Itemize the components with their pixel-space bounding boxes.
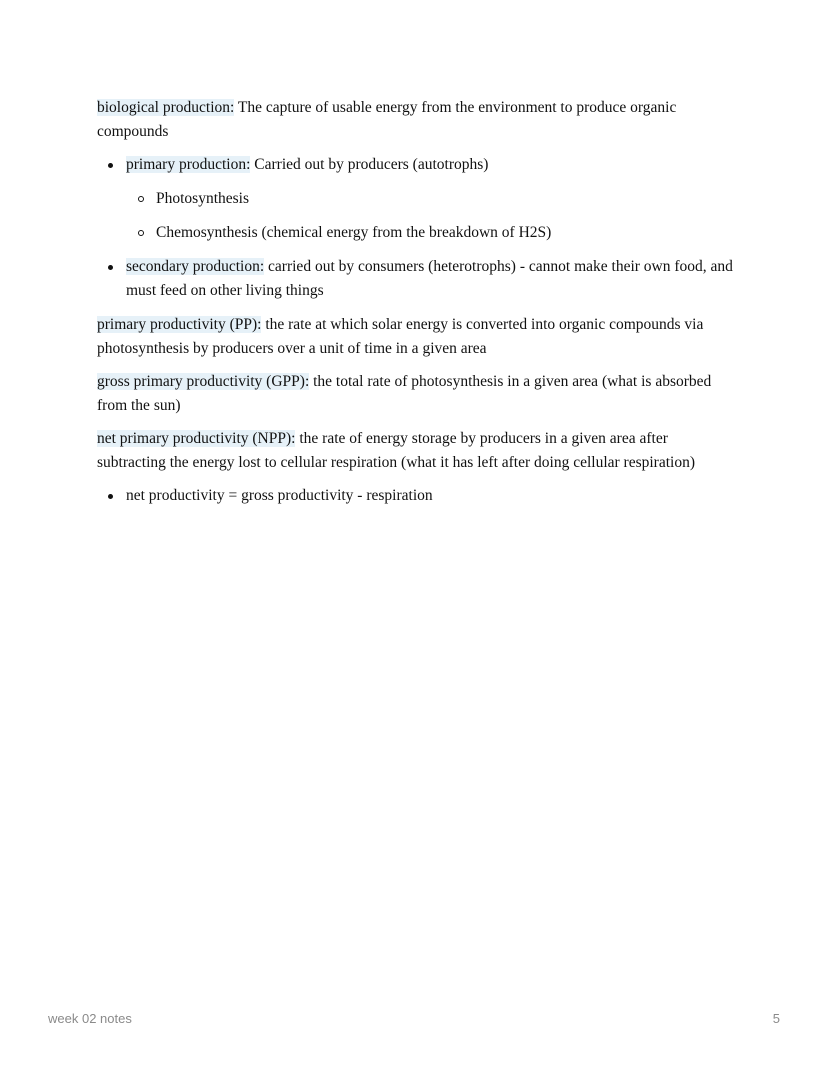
list-item-primary-production xyxy=(97,153,737,245)
definition-text: the total rate of photosynthesis in a given area (what is absorbed from the sun) xyxy=(97,373,712,414)
term-label: biological production: xyxy=(97,99,235,116)
list-item: Chemosynthesis (chemical energy from the breakdown of H2S) xyxy=(126,221,737,245)
page-number: 5 xyxy=(772,1011,780,1026)
bullet-list xyxy=(97,153,737,303)
document-title: week 02 notes xyxy=(48,1011,132,1026)
sub-bullet-list xyxy=(126,187,737,245)
definition-npp xyxy=(97,427,737,475)
definition-text: the rate at which solar energy is converted into organic compounds via photosynthesis by producers over a unit of time in a given area xyxy=(97,316,704,357)
document-body xyxy=(97,96,737,518)
page-footer xyxy=(48,1011,780,1026)
list-item: Photosynthesis xyxy=(126,187,737,211)
definition-text: Carried out by producers (autotrophs) xyxy=(250,156,489,173)
term-label: primary productivity (PP): xyxy=(97,316,262,333)
definition-biological-production xyxy=(97,96,737,144)
definition-text: carried out by consumers (heterotrophs) - cannot make their own food, and must feed on other living things xyxy=(126,258,733,299)
term-label: gross primary productivity (GPP): xyxy=(97,373,310,390)
list-item-secondary-production xyxy=(97,255,737,303)
list-item-formula: net productivity = gross productivity - respiration xyxy=(97,484,737,508)
term-label: net primary productivity (NPP): xyxy=(97,430,296,447)
definition-text: the rate of energy storage by producers in a given area after subtracting the energy lost to cellular respiration (what it has left after doing cellular respiration) xyxy=(97,430,695,471)
definition-gpp xyxy=(97,370,737,418)
bullet-list xyxy=(97,484,737,508)
definition-text: The capture of usable energy from the environment to produce organic compounds xyxy=(97,99,677,140)
term-label: secondary production: xyxy=(126,258,265,275)
term-label: primary production: xyxy=(126,156,251,173)
definition-pp xyxy=(97,313,737,361)
